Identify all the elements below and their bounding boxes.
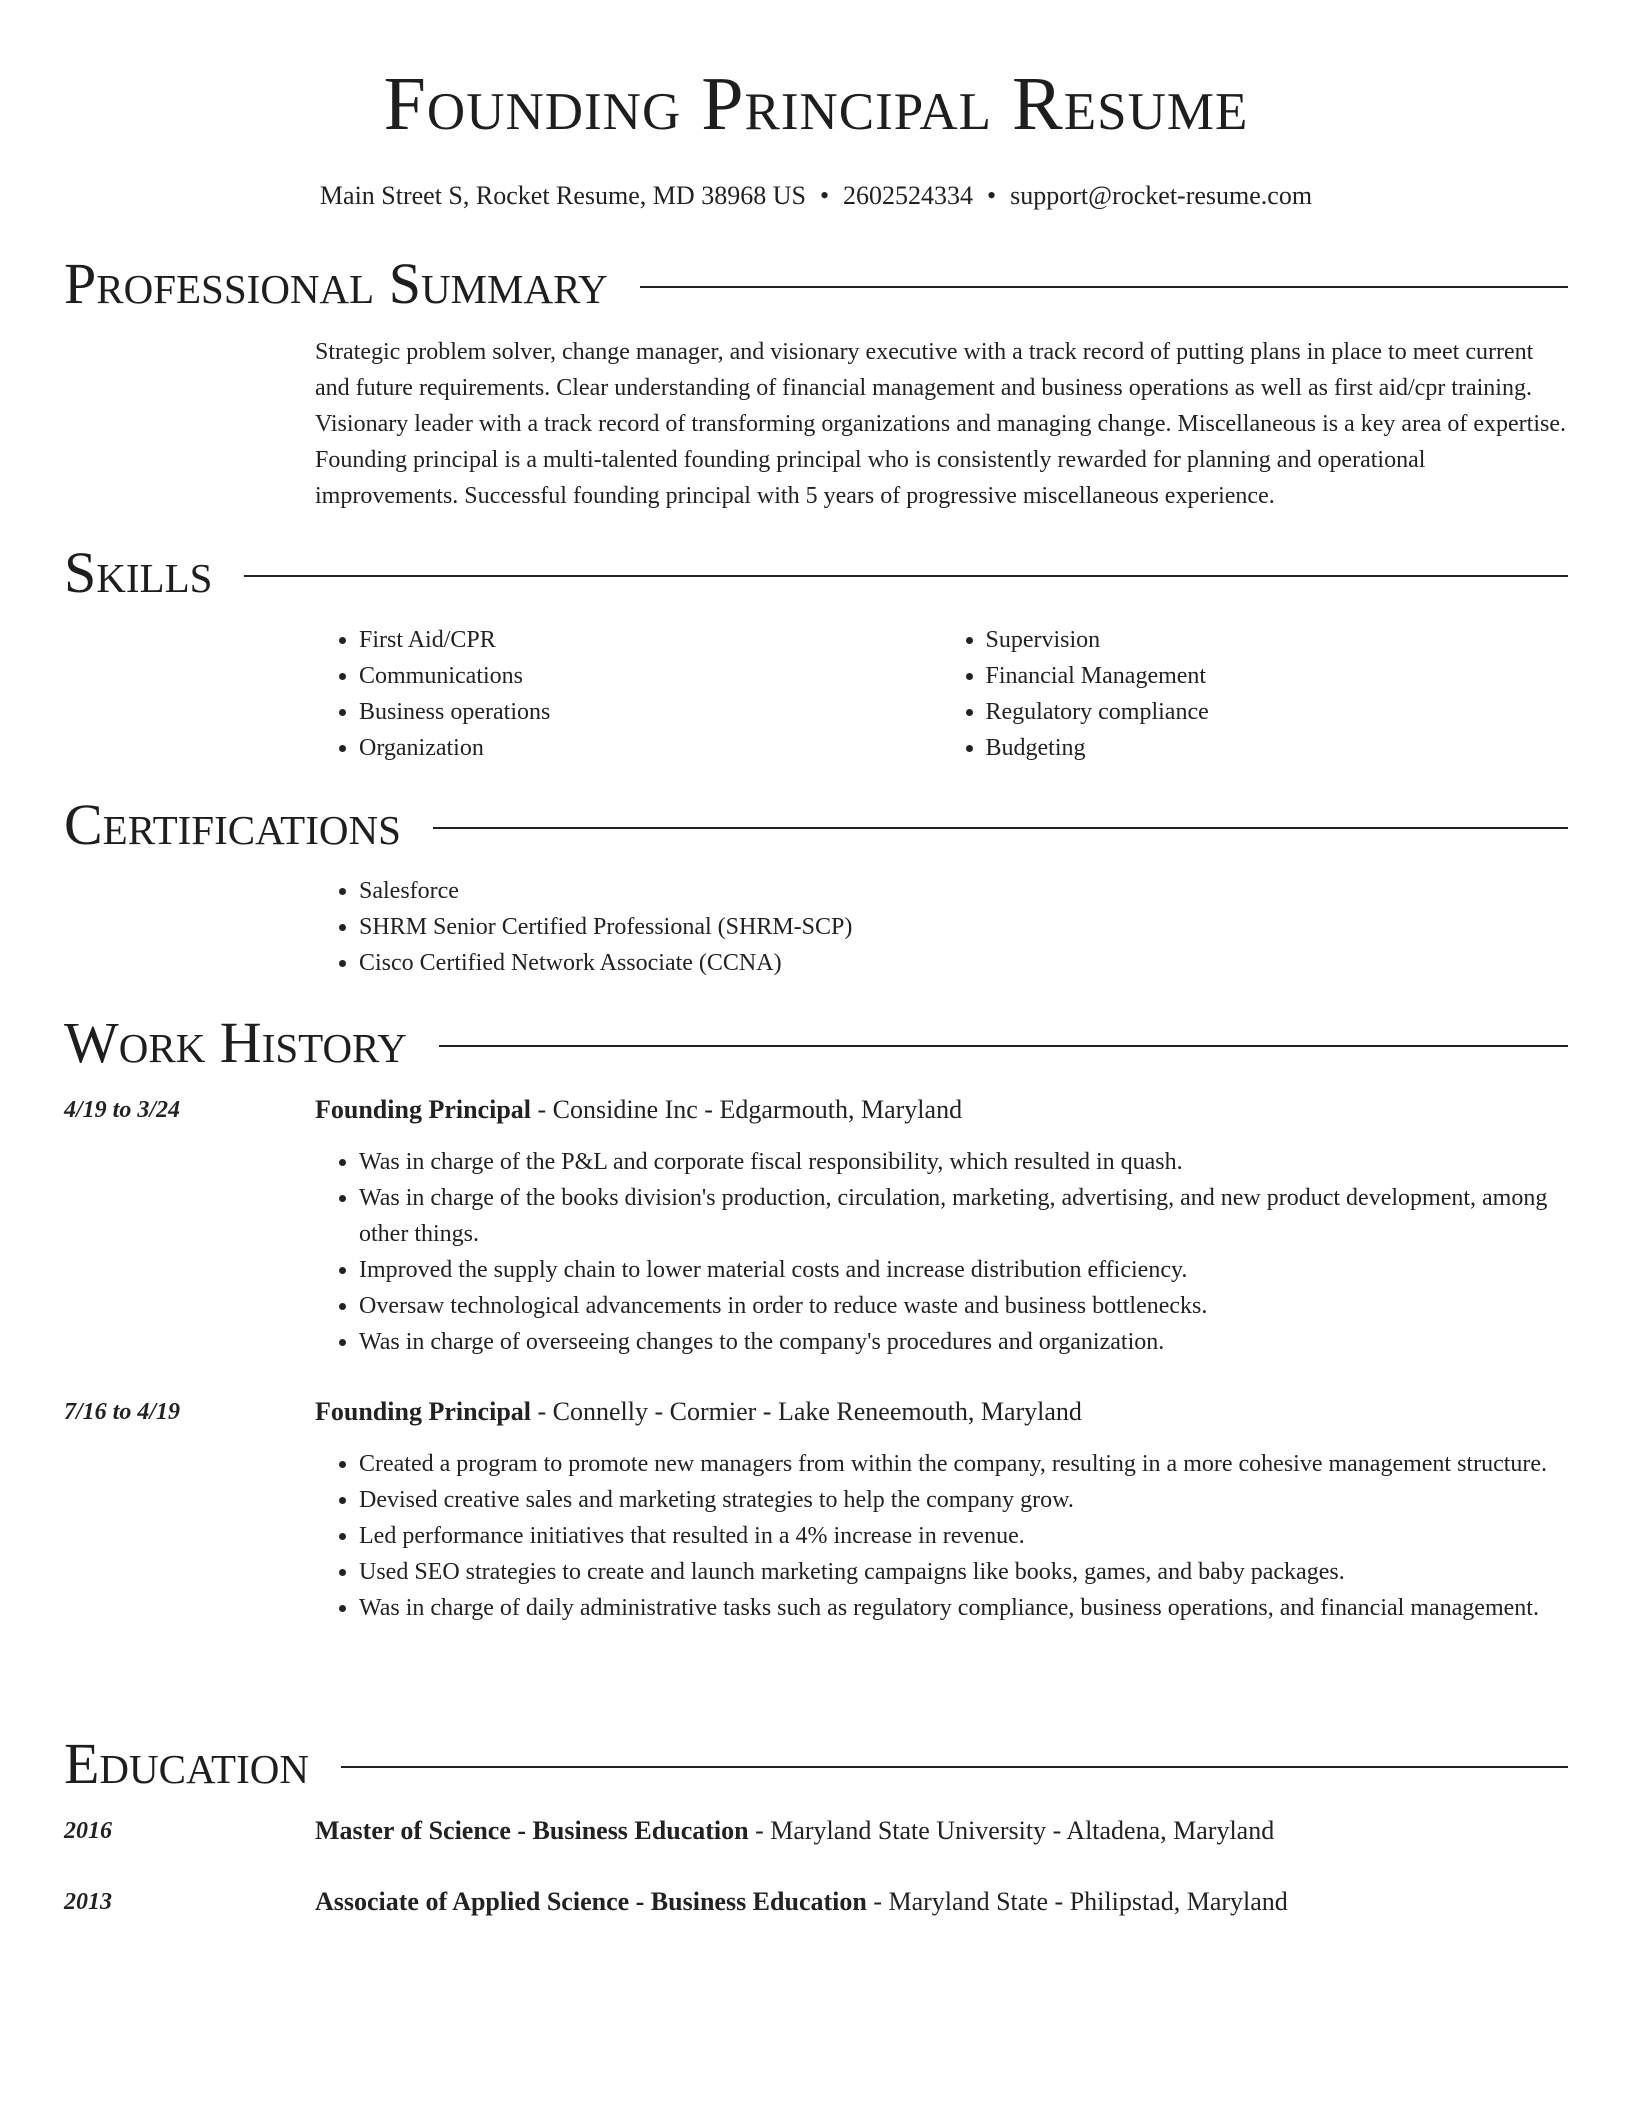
skill-item: • Financial Management (986, 658, 1569, 694)
education-heading: Education (64, 1731, 309, 1796)
contact-line (64, 180, 1568, 212)
job-bullet: • Was in charge of the P&L and corporate fiscal responsibility, which resulted in quash. (359, 1144, 1568, 1180)
job-entry (315, 1394, 1568, 1626)
resume-page (64, 0, 1568, 1916)
section-divider (439, 1045, 1568, 1047)
skills-column-left (315, 622, 942, 766)
skill-item: • Organization (359, 730, 942, 766)
job-title-line (315, 1092, 1568, 1128)
skills-list (315, 622, 1568, 766)
education-section-header (64, 1732, 1568, 1796)
contact-email: support@rocket-resume.com (1010, 181, 1313, 210)
education-school: - Maryland State - Philipstad, Maryland (866, 1887, 1288, 1916)
job-bullet: • Led performance initiatives that resulted in a 4% increase in revenue. (359, 1518, 1568, 1554)
job-title: Founding Principal (315, 1397, 531, 1426)
job-entry (315, 1092, 1568, 1360)
job-bullet: • Devised creative sales and marketing strategies to help the company grow. (359, 1482, 1568, 1518)
summary-heading: Professional Summary (64, 251, 608, 316)
summary-block (315, 334, 1568, 514)
education-degree: Associate of Applied Science - Business Education (315, 1887, 867, 1916)
section-divider (433, 827, 1568, 829)
education-entry (315, 1813, 1568, 1849)
certification-item: • Salesforce (359, 873, 1568, 909)
job-bullet: • Was in charge of daily administrative tasks such as regulatory compliance, business operations, and financial management. (359, 1590, 1568, 1626)
job-dates: 7/16 to 4/19 (64, 1399, 181, 1425)
job-bullet: • Was in charge of the books division's production, circulation, marketing, advertising, and new product development, among other things. (359, 1180, 1568, 1252)
skill-item: • Supervision (986, 622, 1569, 658)
skill-item: • First Aid/CPR (359, 622, 942, 658)
skills-section-header (64, 541, 1568, 605)
job-bullet: • Used SEO strategies to create and launch marketing campaigns like books, games, and baby packages. (359, 1554, 1568, 1590)
job-title-line (315, 1394, 1568, 1430)
skill-item: • Business operations (359, 694, 942, 730)
education-line (315, 1884, 1568, 1920)
job-bullet: • Was in charge of overseeing changes to the company's procedures and organization. (359, 1324, 1568, 1360)
job-bullet: • Created a program to promote new managers from within the company, resulting in a more cohesive management structure. (359, 1446, 1568, 1482)
job-dates: 4/19 to 3/24 (64, 1097, 181, 1123)
skill-item: • Budgeting (986, 730, 1569, 766)
skill-item: • Communications (359, 658, 942, 694)
education-year: 2016 (64, 1818, 112, 1844)
contact-address: Main Street S, Rocket Resume, MD 38968 US (319, 181, 806, 210)
job-company: - Considine Inc - Edgarmouth, Maryland (531, 1095, 963, 1124)
section-divider (640, 286, 1568, 288)
job-bullets (315, 1446, 1568, 1626)
job-bullet: • Oversaw technological advancements in order to reduce waste and business bottlenecks. (359, 1288, 1568, 1324)
job-title: Founding Principal (315, 1095, 531, 1124)
certifications-heading: Certifications (64, 792, 401, 857)
resume-title: Founding Principal Resume (383, 62, 1249, 146)
skills-heading: Skills (64, 540, 213, 605)
certifications-list (315, 873, 1568, 981)
contact-phone: 2602524334 (843, 181, 974, 210)
section-divider (244, 575, 1568, 577)
education-entry (315, 1884, 1568, 1920)
job-company: - Connelly - Cormier - Lake Reneemouth, Maryland (531, 1397, 1082, 1426)
contact-separator: • (819, 181, 830, 210)
education-line (315, 1813, 1568, 1849)
work-section-header (64, 1011, 1568, 1075)
job-bullets (315, 1144, 1568, 1360)
education-school: - Maryland State University - Altadena, Maryland (748, 1816, 1275, 1845)
work-heading: Work History (64, 1010, 407, 1075)
job-bullet: • Improved the supply chain to lower material costs and increase distribution efficiency. (359, 1252, 1568, 1288)
certification-item: • Cisco Certified Network Associate (CCNA) (359, 945, 1568, 981)
summary-section-header (64, 252, 1568, 316)
section-divider (341, 1766, 1568, 1768)
skill-item: • Regulatory compliance (986, 694, 1569, 730)
education-degree: Master of Science - Business Education (315, 1816, 749, 1845)
contact-separator: • (987, 181, 997, 210)
skills-column-right (942, 622, 1569, 766)
certifications-section-header (64, 793, 1568, 857)
certification-item: • SHRM Senior Certified Professional (SHRM-SCP) (359, 909, 1568, 945)
education-year: 2013 (64, 1889, 112, 1915)
summary-text: Strategic problem solver, change manager, and visionary executive with a track record of putting plans in place to meet current and future requirements. Clear understanding of financial management and business operations as well as first aid/cpr training. Visionary leader with a track record of transforming organizations and managing change. Miscellaneous is a key area of expertise. Founding principal is a multi-talented founding principal who is consistently rewarded for planning and operational improvements. Successful founding principal with 5 years of progressive miscellaneous experience. (315, 339, 1566, 509)
